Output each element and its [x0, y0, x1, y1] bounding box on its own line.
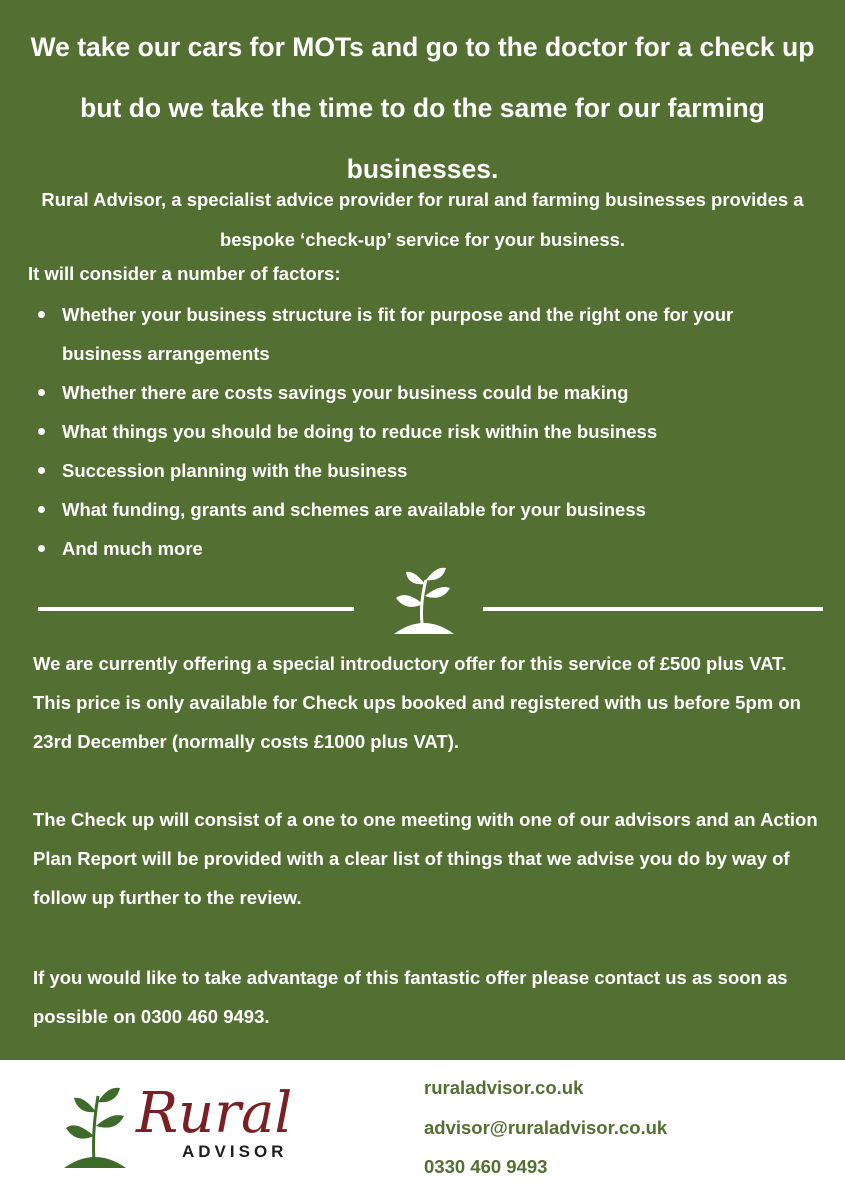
- sprout-icon: [392, 562, 456, 636]
- offer-text: We are currently offering a special introductory offer for this service of £500 plus VAT. This price is only available for Check ups booked and registered with us before 5pm on 23rd December (normally costs £1000 plus VAT).: [33, 653, 801, 752]
- list-item: What things you should be doing to reduce risk within the business: [62, 412, 802, 451]
- divider-right: [483, 607, 823, 611]
- headline: We take our cars for MOTs and go to the doctor for a check up but do we take the time to do the same for our farming businesses.: [30, 32, 815, 184]
- list-item: And much more: [62, 529, 802, 568]
- intro-text: Rural Advisor, a specialist advice provider for rural and farming businesses provides a bespoke ‘check-up’ service for your business.: [41, 189, 804, 250]
- rural-advisor-logo: [64, 1082, 354, 1177]
- logo-word: Rural: [136, 1081, 293, 1146]
- list-item: Whether your business structure is fit for purpose and the right one for your business arrangements: [62, 295, 802, 373]
- divider-left: [38, 607, 354, 611]
- list-item: Succession planning with the business: [62, 451, 802, 490]
- list-item: Whether there are costs savings your business could be making: [62, 373, 802, 412]
- logo-sprout-icon: [64, 1082, 126, 1170]
- contact-cta-text: If you would like to take advantage of this fantastic offer please contact us as soon as possible on 0300 460 9493.: [33, 967, 788, 1027]
- factors-list: [62, 295, 802, 568]
- phone-number[interactable]: 0330 460 9493: [424, 1156, 548, 1177]
- factors-lead: It will consider a number of factors:: [28, 263, 341, 284]
- email-link[interactable]: advisor@ruraladvisor.co.uk: [424, 1116, 668, 1138]
- logo-subtitle: ADVISOR: [182, 1142, 288, 1161]
- website-link[interactable]: ruraladvisor.co.uk: [424, 1077, 584, 1098]
- checkup-text: The Check up will consist of a one to one meeting with one of our advisors and an Action Plan Report will be provided with a clear list of things that we advise you do by way of follow up further to the review.: [33, 809, 818, 908]
- contact-list: [424, 1068, 667, 1187]
- list-item: What funding, grants and schemes are available for your business: [62, 490, 802, 529]
